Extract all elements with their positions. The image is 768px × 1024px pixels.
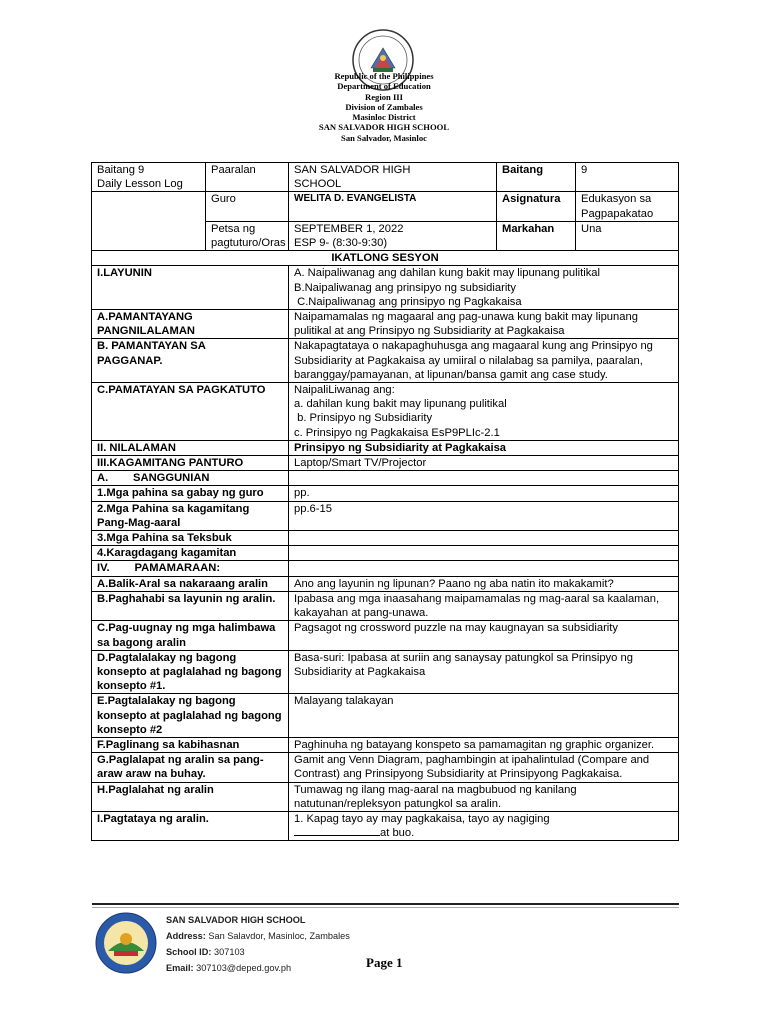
footer-divider <box>92 903 679 905</box>
pagkatuto-label: C.PAMATAYAN SA PAGKATUTO <box>92 383 289 441</box>
letterhead-line: Division of Zambales <box>345 101 423 112</box>
paglinang-row <box>92 737 679 752</box>
kagamitang-mag-label-line: Pang-Mag-aaral <box>97 516 181 529</box>
pamantayang-row <box>92 310 679 339</box>
layunin-text <box>289 266 679 310</box>
sanggunian-label: A. SANGGUNIAN <box>92 471 289 486</box>
baitang-value: 9 <box>576 163 679 192</box>
paghahabi-label: B.Paghahabi sa layunin ng aralin. <box>92 591 289 620</box>
footer-email-value[interactable]: 307103@deped.gov.ph <box>196 963 292 973</box>
footer-address-label: Address: <box>166 931 206 941</box>
pamamaraan-row <box>92 561 679 576</box>
pagtataya-row <box>92 811 679 840</box>
petsa-label-line: pagtuturo/Oras <box>211 237 286 250</box>
layunin-row <box>92 266 679 310</box>
petsa-label-line: Petsa ng <box>211 222 256 235</box>
paglinang-label: F.Paglinang sa kabihasnan <box>92 737 289 752</box>
pagtataya-text <box>289 811 679 840</box>
pamamaraan-label: IV. PAMAMARAAN: <box>92 561 289 576</box>
session-title-row <box>92 251 679 266</box>
gabay-label: 1.Mga pahina sa gabay ng guro <box>92 486 289 501</box>
konsepto1-row <box>92 650 679 694</box>
paglalahat-text: Tumawag ng ilang mag-aaral na magbubuod ng kanilang natutunan/repleksyon patungkol sa aralin. <box>289 782 679 811</box>
session-title: IKATLONG SESYON <box>92 251 679 266</box>
info-row-paaralan <box>92 163 679 192</box>
paglinang-text: Paghinuha ng batayang konspeto sa pamamagitan ng graphic organizer. <box>289 737 679 752</box>
footer-divider-thin <box>92 907 679 908</box>
nilalaman-label: II. NILALAMAN <box>92 440 289 455</box>
letterhead-line: SAN SALVADOR HIGH SCHOOL <box>318 122 450 133</box>
footer-email <box>166 960 350 976</box>
letterhead-line: Region III <box>365 91 403 102</box>
teksbuk-label: 3.Mga Pahina sa Teksbuk <box>92 531 289 546</box>
teksbuk-blank <box>289 531 679 546</box>
log-title-blank <box>92 192 206 251</box>
nilalaman-row <box>92 440 679 455</box>
pagkatuto-row <box>92 383 679 441</box>
sanggunian-blank <box>289 471 679 486</box>
pagkatuto-item: b. Prinsipyo ng Subsidiarity <box>294 412 433 425</box>
pagkatuto-item: c. Prinsipyo ng Pagkakaisa EsP9PLIc-2.1 <box>294 426 500 439</box>
markahan-value: Una <box>576 221 679 250</box>
paguugnay-text: Pagsagot ng crossword puzzle na may kaugnayan sa subsidiarity <box>289 621 679 650</box>
letterhead-line: San Salvador, Masinloc <box>341 132 427 143</box>
paaralan-value <box>289 163 497 192</box>
balik-row <box>92 576 679 591</box>
paguugnay-row <box>92 621 679 650</box>
sanggunian-row <box>92 471 679 486</box>
pagganap-label <box>92 339 289 383</box>
pamantayang-label-line: PANGNILALAMAN <box>97 325 195 338</box>
pagganap-label-line: B. PAMANTAYAN SA <box>97 340 206 353</box>
paglalahat-label: H.Paglalahat ng aralin <box>92 782 289 811</box>
kagamitang-mag-text: pp.6-15 <box>289 501 679 530</box>
letterhead-line: Republic of the Philippines <box>334 71 434 81</box>
kagamitang-mag-row <box>92 501 679 530</box>
log-title-line: Daily Lesson Log <box>97 178 183 191</box>
kagamitang-mag-label-line: 2.Mga Pahina sa kagamitang <box>97 502 250 515</box>
paglalapat-label: G.Paglalapat ng aralin sa pang-araw araw na buhay. <box>92 753 289 782</box>
layunin-item: C.Naipaliwanag ang prinsipyo ng Pagkakaisa <box>294 295 522 308</box>
guro-label: Guro <box>206 192 289 221</box>
nilalaman-text: Prinsipyo ng Subsidiarity at Pagkakaisa <box>289 440 679 455</box>
pagkatuto-item: NaipaliLiwanag ang: <box>294 384 395 397</box>
petsa-value-line: SEPTEMBER 1, 2022 <box>294 222 404 235</box>
letterhead-line: Masinloc District <box>352 112 416 123</box>
kagamitang-text: Laptop/Smart TV/Projector <box>289 456 679 471</box>
footer-info <box>166 912 350 976</box>
pagganap-text: Nakapagtataya o nakapaghuhusga ang magaaral kung ang Prinsipyo ng Subsidiarity at Pagkakaisa ay umiiral o nilalabag sa pamilya, paaralan, baranggay/pamayanan, at lipunan/bansa gamit ang case study. <box>289 339 679 383</box>
asignatura-label: Asignatura <box>497 192 576 221</box>
letterhead-line: Department of Education <box>337 81 431 92</box>
layunin-item: B.Naipaliwanag ang prinsipyo ng subsidiarity <box>294 281 517 294</box>
karagdagang-row <box>92 546 679 561</box>
footer-email-label: Email: <box>166 963 194 973</box>
footer-address-value: San Salavdor, Masinloc, Zambales <box>208 931 350 941</box>
pagtataya-label: I.Pagtataya ng aralin. <box>92 811 289 840</box>
karagdagang-blank <box>289 546 679 561</box>
pagtataya-item: 1. Kapag tayo ay may pagkakaisa, tayo ay nagiging <box>294 812 550 825</box>
pamantayang-text: Naipamamalas ng magaaral ang pag-unawa kung bakit may lipunang pulitikal at ang Prinsipyo ng Subsidiarity at Pagkakaisa <box>289 310 679 339</box>
footer-school-id <box>166 944 350 960</box>
konsepto2-label: E.Pagtalalakay ng bagong konsepto at paglalahad ng bagong konsepto #2 <box>92 694 289 738</box>
log-title-line: Baitang 9 <box>97 164 145 176</box>
log-title-cell <box>92 163 206 192</box>
teksbuk-row <box>92 531 679 546</box>
balik-text: Ano ang layunin ng lipunan? Paano ng aba natin ito makakamit? <box>289 576 679 591</box>
karagdagang-label: 4.Karagdagang kagamitan <box>92 546 289 561</box>
asignatura-value-line: Edukasyon sa <box>581 193 652 206</box>
fill-in-blank <box>294 826 380 836</box>
school-logo-icon <box>94 911 158 975</box>
layunin-label: I.LAYUNIN <box>92 266 289 310</box>
page-number: Page 1 <box>366 955 403 970</box>
balik-label: A.Balik-Aral sa nakaraang aralin <box>92 576 289 591</box>
konsepto1-label: D.Pagtalalakay ng bagong konsepto at paglalahad ng bagong konsepto #1. <box>92 650 289 694</box>
footer-school-id-label: School ID: <box>166 947 212 957</box>
pagkatuto-text <box>289 383 679 441</box>
paguugnay-label: C.Pag-uugnay ng mga halimbawa sa bagong aralin <box>92 621 289 650</box>
paglalapat-text: Gamit ang Venn Diagram, paghambingin at ipahalintulad (Compare and Contrast) ang Prinsipyong Subsidiarity at Prinsipyong Pagkakaisa. <box>289 753 679 782</box>
paghahabi-text: Ipabasa ang mga inaasahang maipamamalas ng mag-aaral sa kaalaman, kakayahan at pang-unawa. <box>289 591 679 620</box>
footer-school-name: SAN SALVADOR HIGH SCHOOL <box>166 915 306 925</box>
pagganap-label-line: PAGGANAP. <box>97 354 163 367</box>
paaralan-value-line: SCHOOL <box>294 178 342 191</box>
pamantayang-label <box>92 310 289 339</box>
petsa-value-line: ESP 9- (8:30-9:30) <box>294 237 388 250</box>
paglalahat-row <box>92 782 679 811</box>
letterhead <box>0 71 768 143</box>
paglalapat-row <box>92 753 679 782</box>
markahan-label: Markahan <box>497 221 576 250</box>
gabay-row <box>92 486 679 501</box>
petsa-label <box>206 221 289 250</box>
konsepto2-row <box>92 694 679 738</box>
konsepto1-text: Basa-suri: Ipabasa at suriin ang sanaysay patungkol sa Prinsipyo ng Subsidiarity at Pagkakaisa <box>289 650 679 694</box>
gabay-text: pp. <box>289 486 679 501</box>
pagtataya-item-blank-line <box>294 826 673 840</box>
pamantayang-label-line: A.PAMANTAYANG <box>97 311 193 324</box>
footer-address <box>166 928 350 944</box>
info-row-guro <box>92 192 679 221</box>
kagamitang-row <box>92 456 679 471</box>
paaralan-label: Paaralan <box>206 163 289 192</box>
konsepto2-text: Malayang talakayan <box>289 694 679 738</box>
kagamitang-label: III.KAGAMITANG PANTURO <box>92 456 289 471</box>
paaralan-value-line: SAN SALVADOR HIGH <box>294 164 411 176</box>
footer-school-id-value: 307103 <box>214 947 245 957</box>
petsa-value <box>289 221 497 250</box>
pagganap-row <box>92 339 679 383</box>
guro-value: WELITA D. EVANGELISTA <box>289 192 497 221</box>
pagtataya-item-end: at buo. <box>380 827 415 840</box>
asignatura-value <box>576 192 679 221</box>
kagamitang-mag-label <box>92 501 289 530</box>
paghahabi-row <box>92 591 679 620</box>
asignatura-value-line: Pagpapakatao <box>581 207 654 220</box>
pamamaraan-blank <box>289 561 679 576</box>
pagkatuto-item: a. dahilan kung bakit may lipunang pulitikal <box>294 398 507 411</box>
daily-lesson-log-table <box>91 162 679 841</box>
baitang-label: Baitang <box>497 163 576 192</box>
layunin-item: A. Naipaliwanag ang dahilan kung bakit may lipunang pulitikal <box>294 267 600 280</box>
